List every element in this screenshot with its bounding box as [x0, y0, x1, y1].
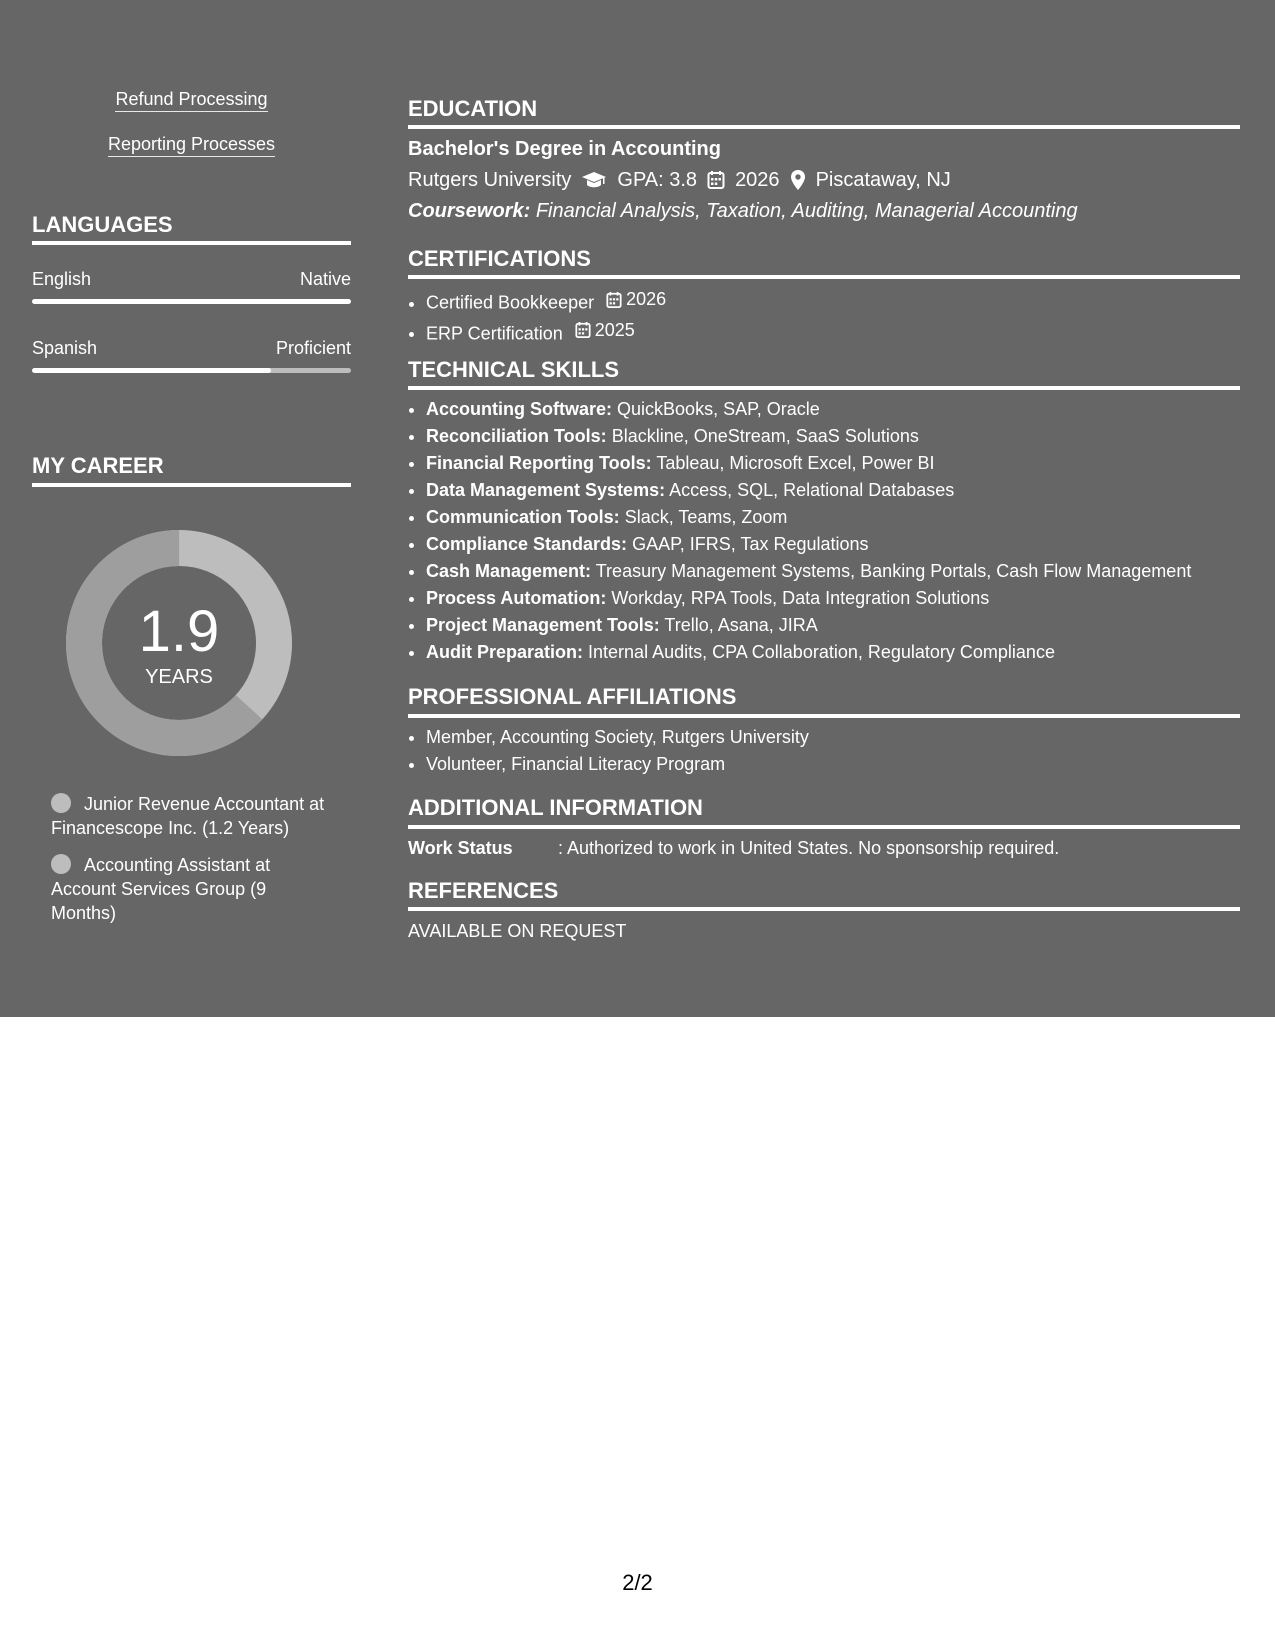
- certification-date: [606, 286, 666, 313]
- graduation-year: 2026: [735, 169, 780, 191]
- career-years-label: YEARS: [145, 666, 213, 688]
- bullet-dot-icon: [51, 793, 71, 813]
- skill-values: Tableau, Microsoft Excel, Power BI: [656, 453, 935, 473]
- certification-name: ERP Certification: [426, 323, 563, 343]
- references-heading: REFERENCES: [408, 878, 559, 903]
- skill-category: Audit Preparation:: [426, 642, 584, 662]
- skill-values: Blackline, OneStream, SaaS Solutions: [611, 426, 919, 446]
- career-heading: MY CAREER: [32, 453, 164, 478]
- career-item: [51, 853, 331, 925]
- certification-date: [575, 317, 635, 344]
- list-item: [426, 477, 1258, 504]
- gpa: GPA: 3.8: [617, 169, 698, 191]
- career-item-text: Accounting Assistant at Account Services Group (9 Months): [51, 855, 271, 923]
- list-item: [426, 585, 1258, 612]
- education-rule: [408, 125, 1240, 129]
- career-rule: [32, 483, 351, 487]
- skill-label: Refund Processing: [115, 89, 267, 112]
- list-item: [426, 450, 1258, 477]
- skill-values: GAAP, IFRS, Tax Regulations: [632, 534, 869, 554]
- work-status-label: Work Status: [408, 838, 513, 858]
- coursework-value: Financial Analysis, Taxation, Auditing, Managerial Accounting: [535, 200, 1078, 222]
- skill-category: Reconciliation Tools:: [426, 426, 607, 446]
- certification-name: Certified Bookkeeper: [426, 292, 595, 313]
- references-text: AVAILABLE ON REQUEST: [408, 921, 627, 941]
- school-name: Rutgers University: [408, 169, 572, 191]
- skill-refund-processing[interactable]: [32, 88, 351, 110]
- technical-skills-rule: [408, 386, 1240, 390]
- additional-info-heading: ADDITIONAL INFORMATION: [408, 795, 703, 820]
- education-heading: EDUCATION: [408, 96, 538, 121]
- calendar-icon: [575, 321, 591, 339]
- coursework: [408, 199, 1078, 223]
- skill-values: QuickBooks, SAP, Oracle: [617, 399, 820, 419]
- language-bar-fill: [32, 299, 351, 304]
- list-item: [426, 751, 1258, 778]
- technical-skills-heading: TECHNICAL SKILLS: [408, 357, 620, 382]
- education-details: [408, 168, 951, 192]
- skill-reporting-processes[interactable]: [32, 133, 351, 155]
- language-level: Proficient: [275, 338, 351, 358]
- page-number: 2/2: [622, 1570, 653, 1595]
- language-bar-english: [32, 299, 351, 304]
- language-row-spanish: [32, 337, 351, 359]
- additional-info-rule: [408, 825, 1240, 829]
- certification-year: 2026: [626, 289, 667, 309]
- list-item: [426, 396, 1258, 423]
- calendar-icon: [707, 170, 725, 190]
- certifications-list: [408, 286, 1258, 347]
- career-item-text: Junior Revenue Accountant at Financescope Inc. (1.2 Years): [51, 794, 325, 838]
- education-location: Piscataway, NJ: [815, 169, 951, 191]
- skill-values: Access, SQL, Relational Databases: [669, 480, 955, 500]
- certification-year: 2025: [594, 319, 635, 340]
- list-item: [426, 286, 1258, 317]
- skill-values: Treasury Management Systems, Banking Portals, Cash Flow Management: [595, 561, 1192, 581]
- skill-category: Project Management Tools:: [426, 615, 660, 635]
- list-item: [426, 504, 1258, 531]
- bullet-dot-icon: [51, 854, 71, 874]
- language-name: Spanish: [32, 338, 98, 358]
- certifications-heading: CERTIFICATIONS: [408, 246, 591, 271]
- affiliation-text: Member, Accounting Society, Rutgers University: [426, 727, 809, 747]
- certifications-rule: [408, 275, 1240, 279]
- skill-category: Financial Reporting Tools:: [426, 453, 652, 473]
- skill-values: Workday, RPA Tools, Data Integration Solutions: [611, 588, 990, 608]
- skill-category: Data Management Systems:: [426, 480, 666, 500]
- skill-category: Communication Tools:: [426, 507, 620, 527]
- skill-category: Accounting Software:: [426, 399, 613, 419]
- language-bar-spanish: [32, 368, 351, 373]
- languages-heading: LANGUAGES: [32, 212, 173, 237]
- references-rule: [408, 907, 1240, 911]
- list-item: [426, 724, 1258, 751]
- list-item: [426, 558, 1258, 585]
- degree-title: Bachelor's Degree in Accounting: [408, 138, 721, 160]
- language-row-english: [32, 268, 351, 290]
- affiliations-rule: [408, 714, 1240, 718]
- affiliations-list: [408, 724, 1258, 778]
- list-item: [426, 423, 1258, 450]
- list-item: [426, 612, 1258, 639]
- graduation-cap-icon: [581, 170, 607, 190]
- skill-values: Trello, Asana, JIRA: [664, 615, 818, 635]
- skill-category: Cash Management:: [426, 561, 592, 581]
- coursework-label: Coursework:: [408, 200, 531, 222]
- list-item: [426, 639, 1258, 666]
- work-status: [408, 837, 1059, 859]
- language-level: Native: [299, 269, 351, 289]
- skill-values: Internal Audits, CPA Collaboration, Regulatory Compliance: [588, 642, 1055, 662]
- affiliations-heading: PROFESSIONAL AFFILIATIONS: [408, 684, 737, 709]
- skill-label: Reporting Processes: [108, 134, 275, 157]
- calendar-icon: [606, 291, 622, 309]
- languages-rule: [32, 241, 351, 245]
- affiliation-text: Volunteer, Financial Literacy Program: [426, 754, 726, 774]
- skill-values: Slack, Teams, Zoom: [624, 507, 788, 527]
- skill-category: Compliance Standards:: [426, 534, 628, 554]
- list-item: [426, 531, 1258, 558]
- work-status-value: : Authorized to work in United States. No sponsorship required.: [558, 838, 1060, 858]
- career-years-value: 1.9: [138, 599, 220, 664]
- location-pin-icon: [790, 169, 806, 191]
- language-name: English: [32, 269, 92, 289]
- language-bar-fill: [32, 368, 271, 373]
- technical-skills-list: [408, 396, 1258, 666]
- career-item: [51, 792, 331, 840]
- list-item: [426, 317, 1258, 348]
- skill-category: Process Automation:: [426, 588, 607, 608]
